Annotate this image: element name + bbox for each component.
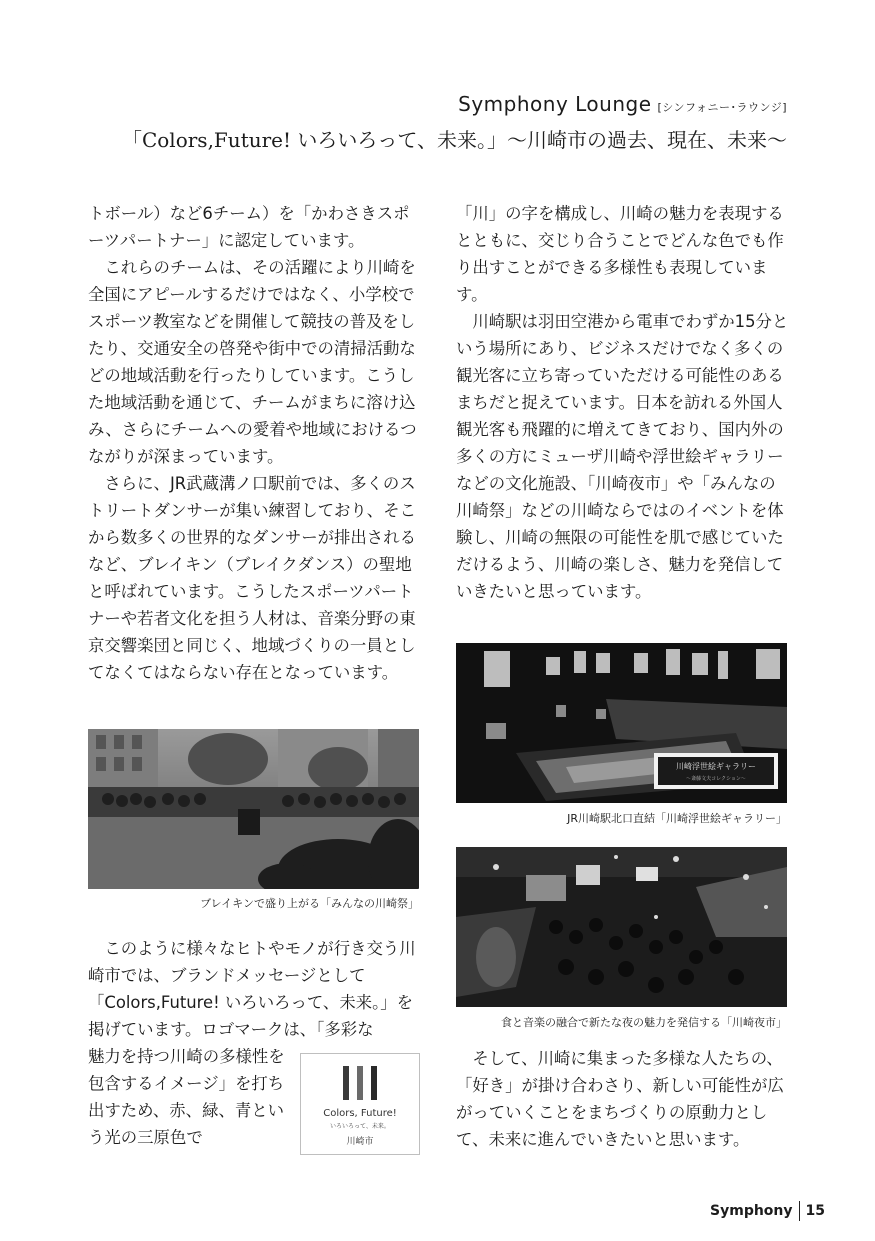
paragraph: トボール）など6チーム）を「かわさきスポーツパートナー」に認定しています。: [88, 204, 410, 250]
page-footer: [710, 1201, 825, 1221]
paragraph: これらのチームは、その活躍により川崎を全国にアピールするだけではなく、小学校でスポーツ教室などを開催して競技の普及をしたり、交通安全の啓発や街中での清掃活動などの地域活動を行ったりしています。こうした地域活動を通じて、チームがまちに溶け込み、さらにチームへの愛着や地域におけるつながりが深まっています。: [88, 258, 417, 466]
paragraph: このように様々なヒトやモノが行き交う川崎市では、ブランドメッセージとして「Colors,Future! いろいろって、未来。」を掲げています。ロゴマークは、「多彩な: [88, 939, 416, 1039]
left-column-2: [88, 935, 422, 1043]
footer-divider: [799, 1201, 800, 1221]
right-column: [456, 200, 790, 605]
section-title-text: Symphony Lounge: [458, 92, 652, 116]
breaking-photo-image: [88, 729, 419, 889]
paragraph: さらに、JR武蔵溝ノ口駅前では、多くのストリートダンサーが集い練習しており、そこから数多くの世界的なダンサーが排出されるなど、ブレイキン（ブレイクダンス）の聖地と呼ばれています。こうしたスポーツパートナーや若者文化を担う人材は、音楽分野の東京交響楽団と同じく、地域づくりの一員としてなくてはならない存在となっています。: [88, 474, 416, 682]
logo-line2: いろいろって、未来。: [330, 1123, 390, 1130]
night-market-photo-image: [456, 847, 787, 1007]
colors-future-logo: [300, 1053, 420, 1155]
logo-line3: 川崎市: [346, 1137, 374, 1147]
footer-label: Symphony: [710, 1203, 793, 1219]
logo-mark-icon: [301, 1054, 419, 1154]
section-subtitle: [シンフォニー･ラウンジ]: [657, 101, 787, 114]
paragraph: 魅力を持つ川崎の多様性を包含するイメージ」を打ち出すため、赤、緑、青という光の三原色で: [88, 1047, 285, 1147]
gallery-photo: [456, 643, 787, 803]
night-market-photo-caption: 食と音楽の融合で新たな夜の魅力を発信する「川崎夜市」: [501, 1016, 787, 1029]
right-column-3: [456, 1045, 790, 1153]
paragraph: 「川」の字を構成し、川崎の魅力を表現するとともに、交じり合うことでどんな色でも作り出すことができる多様性も表現しています。: [456, 204, 784, 304]
section-title: [458, 92, 787, 116]
logo-line1: Colors, Future!: [323, 1108, 397, 1119]
left-column: [88, 200, 422, 686]
paragraph: そして、川崎に集まった多様な人たちの、「好き」が掛け合わさり、新しい可能性が広がっていくことをまちづくりの原動力として、未来に進んでいきたいと思います。: [456, 1049, 784, 1149]
gallery-sign-line2: 〜斎藤文夫コレクション〜: [686, 776, 746, 782]
night-market-photo: [456, 847, 787, 1007]
breaking-photo-caption: ブレイキンで盛り上がる「みんなの川崎祭」: [200, 897, 419, 910]
gallery-sign-line1: 川崎浮世絵ギャラリー: [676, 762, 756, 771]
paragraph: 川崎駅は羽田空港から電車でわずか15分という場所にあり、ビジネスだけでなく多くの観光客に立ち寄っていただける可能性のあるまちだと捉えています。日本を訪れる外国人観光客も飛躍的に増えてきており、国内外の多くの方にミューザ川崎や浮世絵ギャラリーなどの文化施設、「川崎夜市」や「みんなの川崎祭」などの川崎ならではのイベントを体験し、川崎の無限の可能性を肌で感じていただけるよう、川崎の楽しさ、魅力を発信していきたいと思っています。: [456, 312, 789, 601]
wrapped-text: [88, 1043, 293, 1151]
gallery-photo-image: [456, 643, 787, 803]
breaking-photo: [88, 729, 419, 889]
article-headline: 「Colors,Future! いろいろって、未来。」〜川崎市の過去、現在、未来〜: [121, 128, 787, 152]
gallery-photo-caption: JR川崎駅北口直結「川崎浮世絵ギャラリー」: [567, 812, 787, 825]
page-number: 15: [805, 1203, 825, 1219]
